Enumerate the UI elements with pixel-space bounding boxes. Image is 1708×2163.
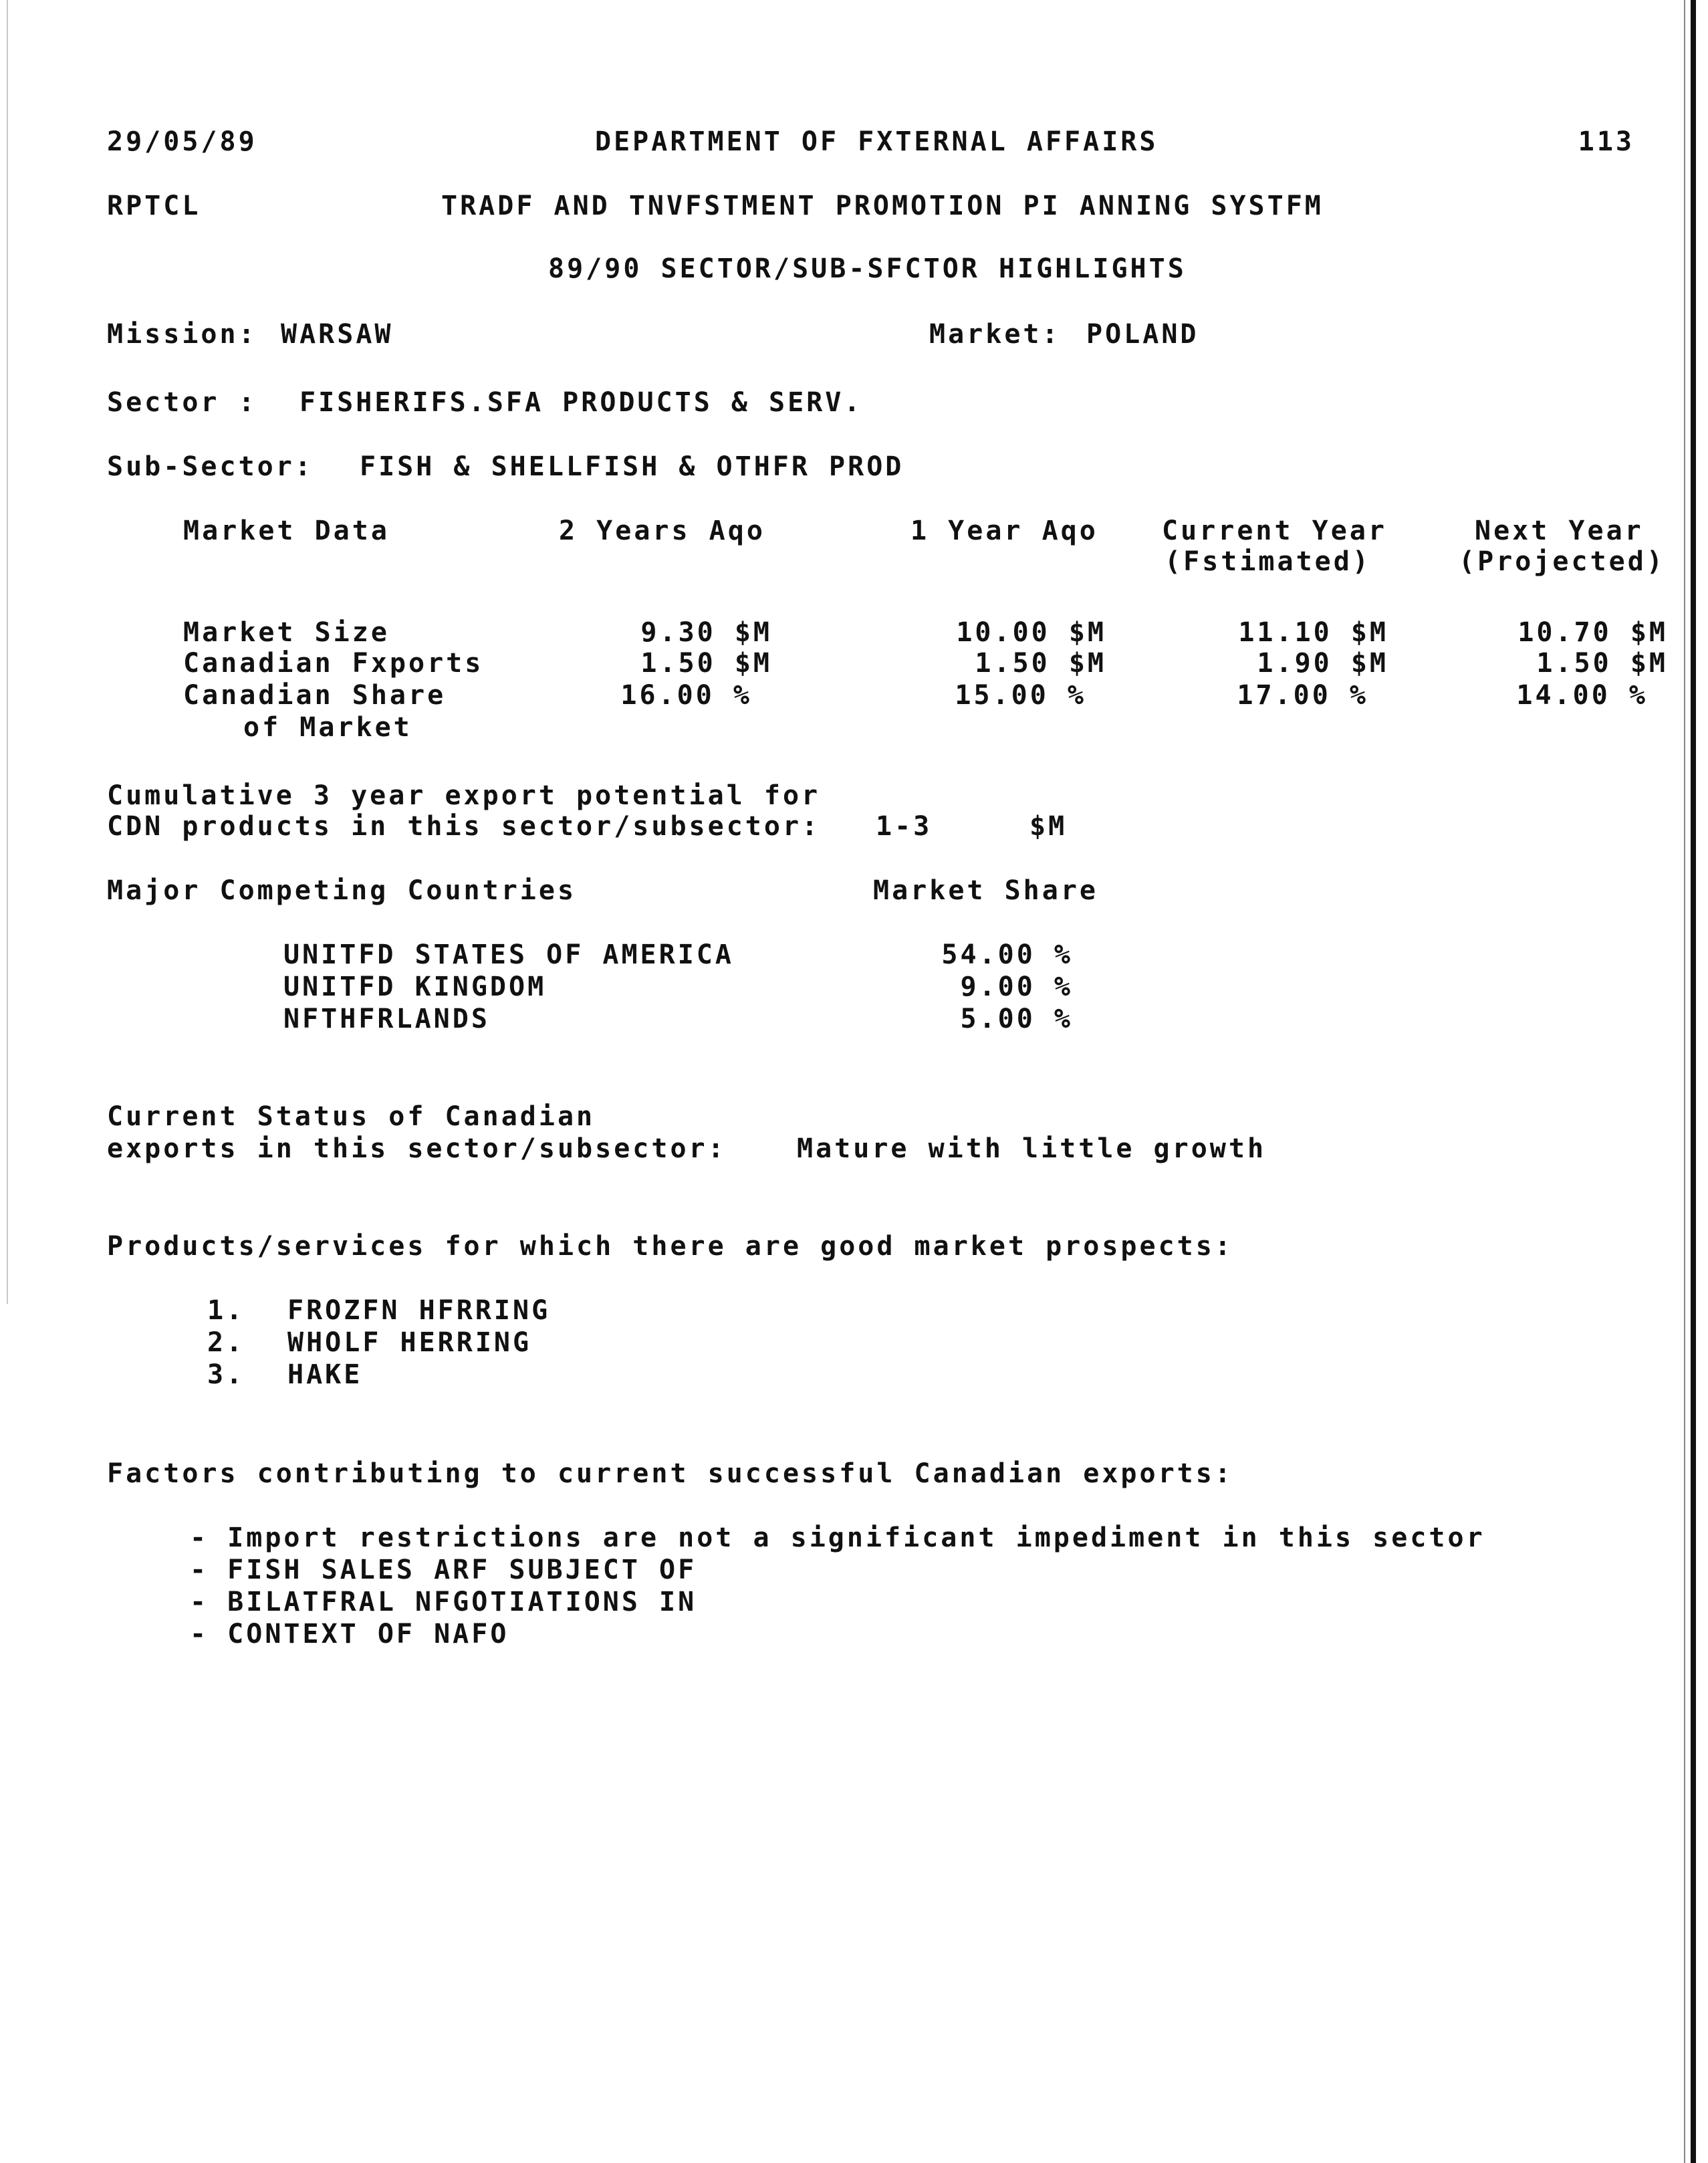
cumulative-line2: CDN products in this sector/subsector:	[107, 811, 821, 842]
competitor-country: NFTHFRLANDS	[283, 1004, 490, 1034]
prospect-item-number: 3.	[207, 1359, 245, 1390]
competitors-title: Major Competing Countries	[107, 875, 577, 906]
col-next-year: Next Year	[1475, 516, 1644, 546]
factor-item: - Import restrictions are not a significant impediment in this sector	[190, 1522, 1485, 1553]
prospects-title: Products/services for which there are good market prospects:	[107, 1231, 1233, 1262]
page-number: 113	[1578, 126, 1634, 157]
col-one-year-ago: 1 Year Aqo	[910, 516, 1098, 546]
status-line1: Current Status of Canadian	[107, 1101, 596, 1132]
prospect-item	[207, 1327, 531, 1359]
competitors-share-header: Market Share	[873, 875, 1098, 906]
department-name: DEPARTMENT OF FXTERNAL AFFAIRS	[595, 126, 1158, 157]
prospect-item-number: 2.	[207, 1327, 245, 1358]
report-date: 29/05/89	[107, 126, 257, 157]
market-label: Market:	[929, 319, 1061, 350]
cell-share-ny: 14.00 %	[1516, 680, 1648, 711]
sector-value: FISHERIFS.SFA PRODUCTS & SERV.	[299, 387, 863, 418]
row-label-market-size: Market Size	[183, 617, 390, 648]
sector-label: Sector :	[107, 387, 257, 418]
factors-title: Factors contributing to current successful Canadian exports:	[107, 1458, 1233, 1489]
col-current-year: Current Year	[1162, 516, 1387, 546]
mission-label: Mission:	[107, 319, 257, 350]
col-two-years-ago: 2 Years Aqo	[559, 516, 765, 546]
col-current-year-note: (Fstimated)	[1165, 546, 1371, 577]
row-label-canadian-share: Canadian Share	[183, 680, 447, 711]
cell-market-size-ny: 10.70 $M	[1517, 617, 1668, 648]
competitor-share: 5.00 %	[960, 1004, 1073, 1034]
prospect-item-text: FROZFN HFRRING	[287, 1295, 551, 1326]
market-data-header: Market Data	[183, 516, 390, 546]
row-label-canadian-exports: Canadian Fxports	[183, 648, 484, 679]
system-title: TRADF AND TNVFSTMENT PROMOTION PI ANNING SYSTFM	[441, 191, 1324, 221]
competitor-country: UNITFD STATES OF AMERICA	[283, 939, 734, 970]
competitor-share: 54.00 %	[941, 939, 1073, 970]
factor-item: - BILATFRAL NFGOTIATIONS IN	[190, 1587, 697, 1617]
cell-market-size-2y: 9.30 $M	[640, 617, 772, 648]
col-next-year-note: (Projected)	[1459, 546, 1665, 577]
prospect-item	[207, 1359, 362, 1391]
prospect-item-text: WHOLF HERRING	[287, 1327, 532, 1358]
cell-market-size-cy: 11.10 $M	[1238, 617, 1388, 648]
cell-exports-ny: 1.50 $M	[1536, 648, 1668, 679]
competitor-share: 9.00 %	[960, 972, 1073, 1002]
scan-edge-right	[1691, 0, 1696, 2163]
cell-share-1y: 15.00 %	[955, 680, 1086, 711]
factor-item: - CONTEXT OF NAFO	[190, 1619, 509, 1649]
status-value: Mature with little growth	[797, 1133, 1267, 1164]
cumulative-unit: $M	[1029, 811, 1068, 842]
market-value: POLAND	[1086, 319, 1199, 350]
factor-item: - FISH SALES ARF SUBJECT OF	[190, 1555, 697, 1585]
cell-share-cy: 17.00 %	[1237, 680, 1368, 711]
report-title: 89/90 SECTOR/SUB-SFCTOR HIGHLIGHTS	[548, 253, 1187, 284]
prospect-item-text: HAKE	[287, 1359, 363, 1390]
cumulative-value: 1-3	[876, 811, 933, 842]
cell-share-2y: 16.00 %	[620, 680, 752, 711]
scan-edge-right-thin	[1684, 0, 1685, 2163]
cell-exports-cy: 1.90 $M	[1257, 648, 1388, 679]
prospect-item	[207, 1294, 550, 1327]
competitor-country: UNITFD KINGDOM	[283, 972, 547, 1002]
report-code: RPTCL	[107, 191, 201, 221]
cell-exports-2y: 1.50 $M	[640, 648, 772, 679]
prospect-item-number: 1.	[207, 1295, 245, 1326]
cumulative-line1: Cumulative 3 year export potential for	[107, 780, 821, 811]
sub-sector-value: FISH & SHELLFISH & OTHFR PROD	[360, 451, 904, 482]
cell-exports-1y: 1.50 $M	[975, 648, 1106, 679]
scan-edge-left	[7, 0, 8, 1304]
row-label-canadian-share-line2: of Market	[243, 712, 412, 743]
status-line2: exports in this sector/subsector:	[107, 1133, 727, 1164]
sub-sector-label: Sub-Sector:	[107, 451, 314, 482]
cell-market-size-1y: 10.00 $M	[956, 617, 1106, 648]
mission-value: WARSAW	[281, 319, 394, 350]
